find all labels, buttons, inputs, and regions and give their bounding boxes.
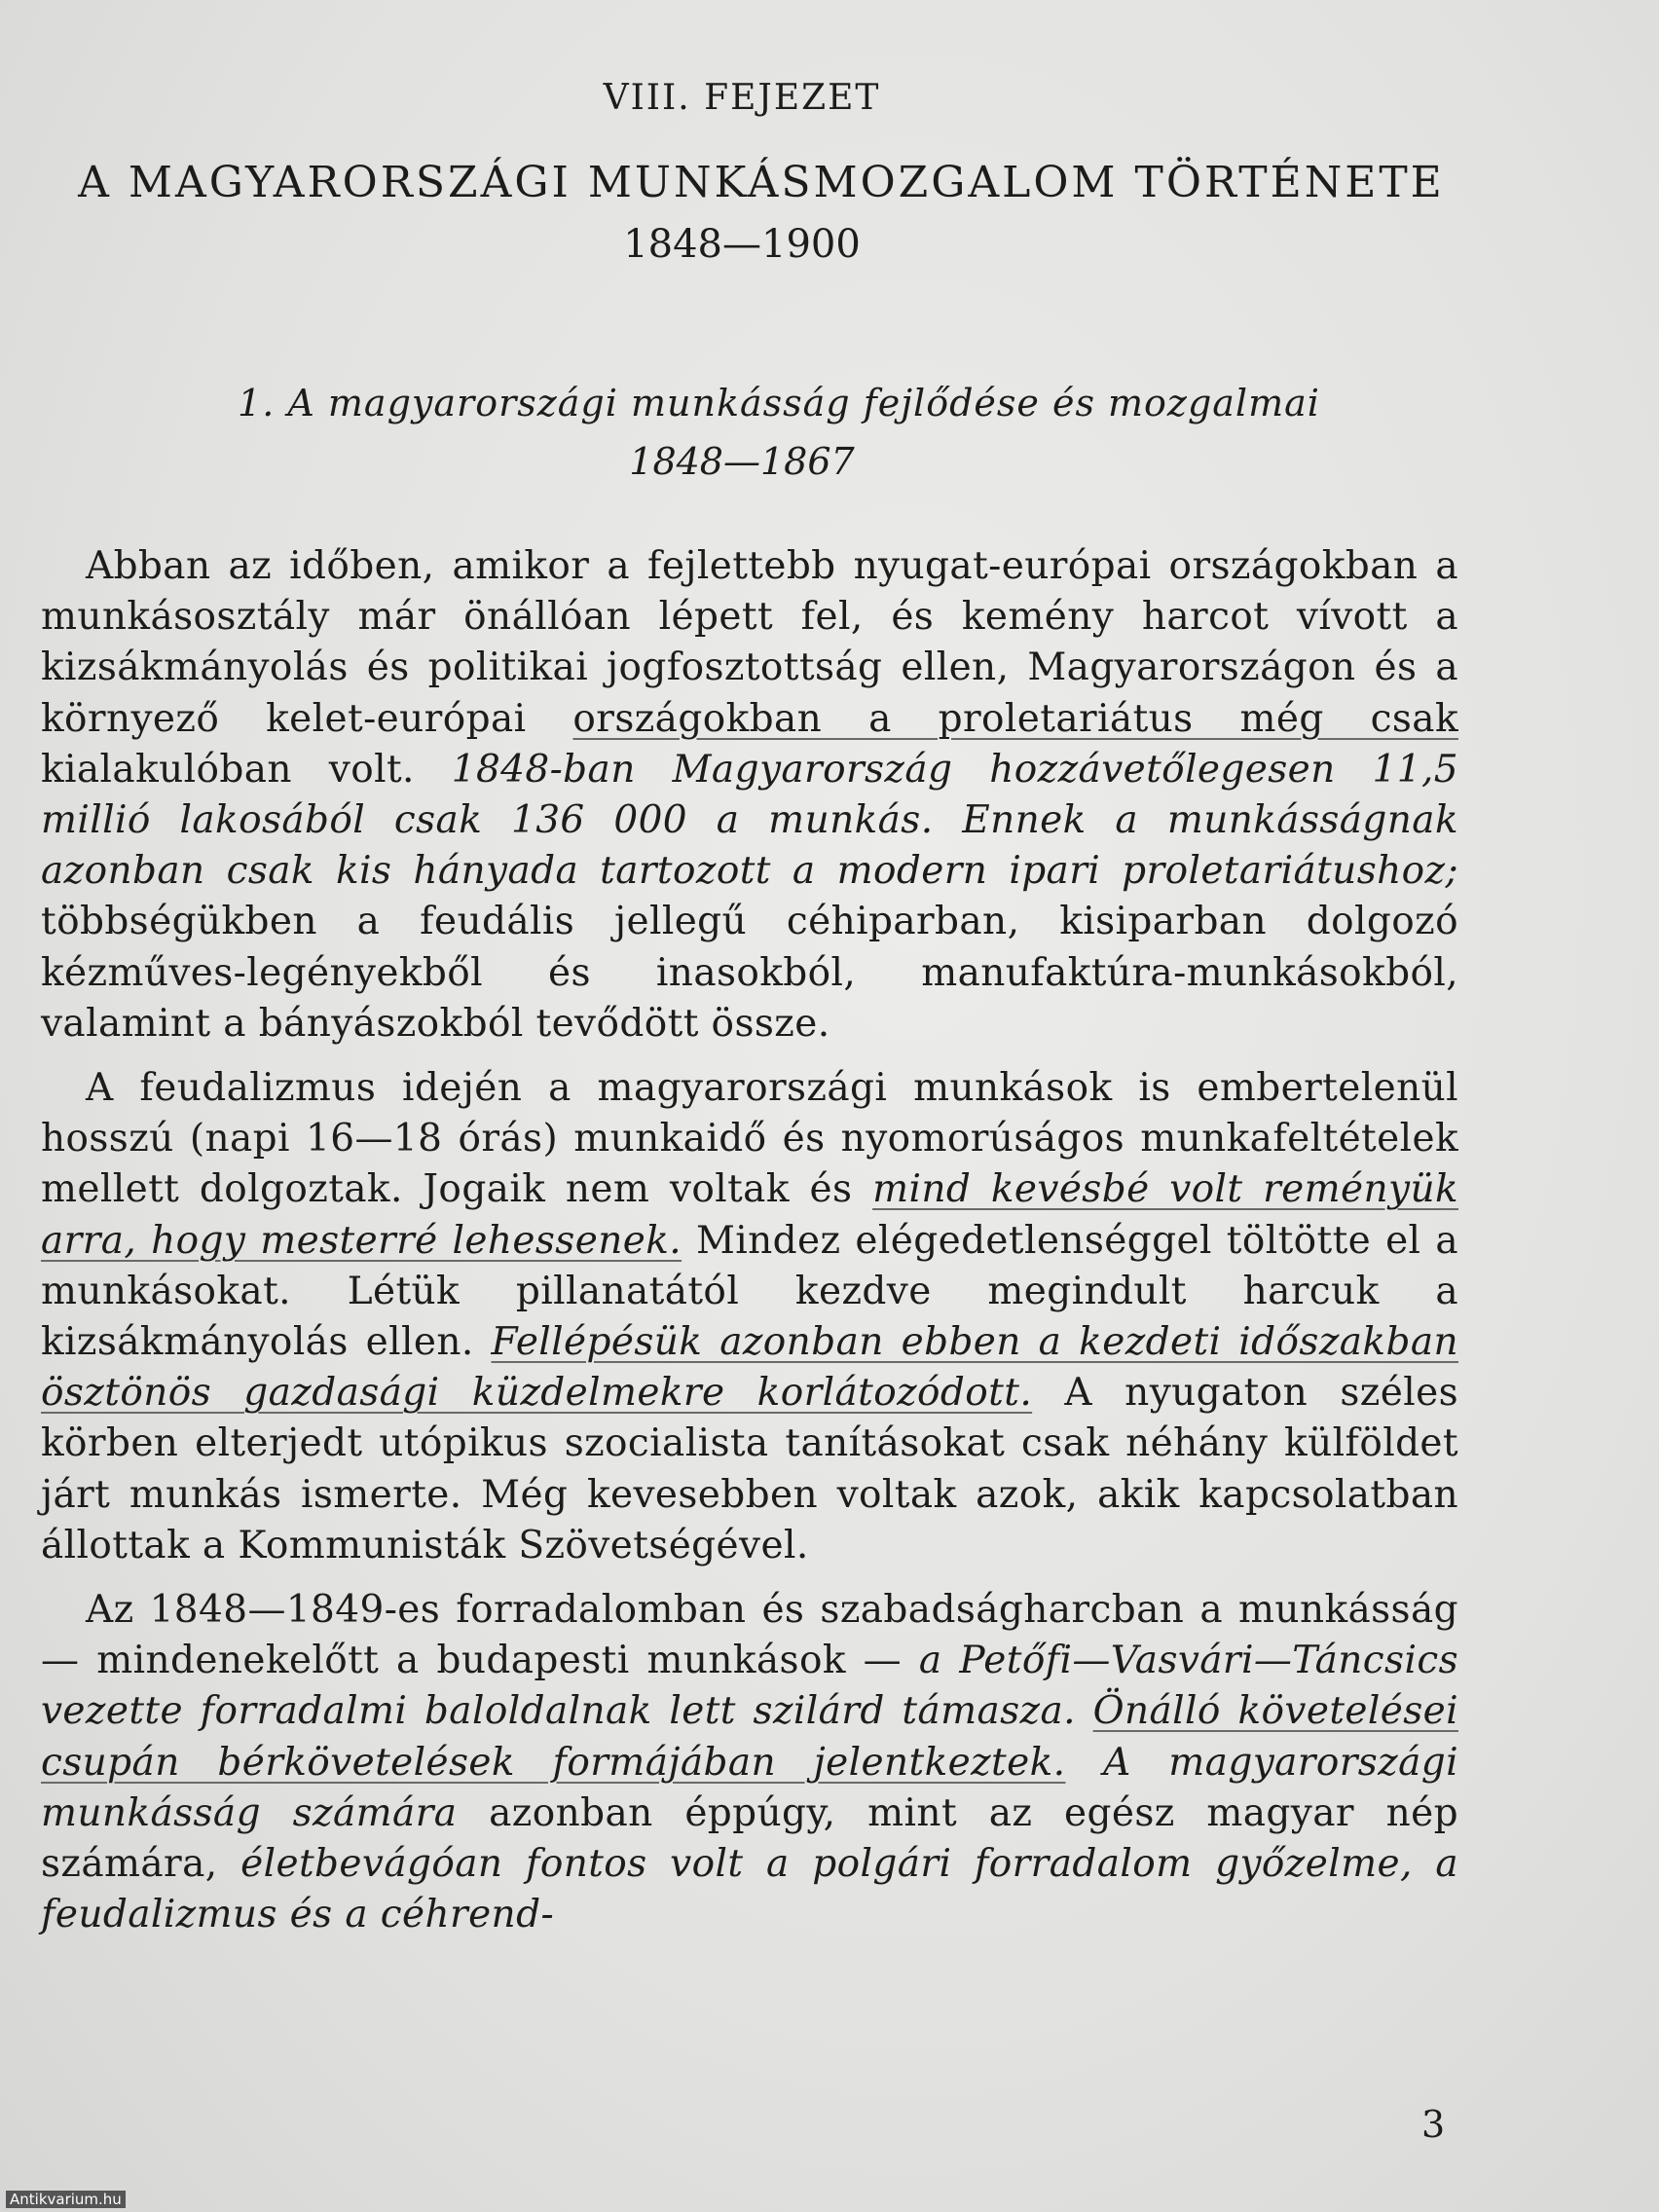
watermark: Antikvarium.hu <box>6 2191 126 2208</box>
chapter-years: 1848—1900 <box>623 222 861 267</box>
p3-text-a: Az 1848—1849-es forradalomban és szabadságharcban a munkásság — mindenekelőtt a budapesti munkások — <box>41 1588 1458 1683</box>
p1-text-e: többségükben a feudális jellegű céhiparban, kisiparban dolgozó kézműves-legényekből és inasokból, manufaktúra-munkásokból, valamint a bányászokból tevődött össze. <box>41 900 1458 1046</box>
p1-text-a: Abban az időben, amikor a fejlettebb nyugat-európai országokban a munkásosztály már önállóan lépett fel, és kemény harcot vívott a kizsákmányolás és politikai jogfosztottság ellen, Magyarországon és a környező kelet-európai <box>41 544 1458 741</box>
section-title: 1. A magyarországi munkásság fejlődése és mozgalmai <box>238 382 1320 424</box>
body-text <box>41 541 1458 1940</box>
p3-italic-2: A magyarországi munkásság számára <box>41 1740 1459 1835</box>
chapter-heading: VIII. FEJEZET <box>603 78 881 118</box>
paragraph-3 <box>41 1585 1458 1940</box>
p1-underlined: országokban a proletariátus még csak <box>572 696 1458 741</box>
p3-italic-3: életbevágóan fontos volt a polgári forradalom győzelme, a feudalizmus és a céhrend- <box>41 1842 1458 1937</box>
chapter-title: A MAGYARORSZÁGI MUNKÁSMOZGALOM TÖRTÉNETE <box>78 158 1445 207</box>
p3-italic: a Petőfi—Vasvári—Táncsics vezette forradalmi baloldalnak lett szilárd támasza. <box>41 1639 1458 1734</box>
p2-italic-underlined-2: Fellépésük azonban ebben a kezdeti időszakban ösztönös gazdasági küzdelmekre korlátozódott. <box>41 1320 1458 1416</box>
p3-text-e: azonban éppúgy, mint az egész magyar nép számára, <box>41 1790 1458 1887</box>
p2-text-e: A nyugaton széles körben elterjedt utópikus szocialista tanításokat csak néhány külföldet járt munkás ismerte. Még kevesebben voltak azok, akik kapcsolatban állottak a Kommunisták Szövetségével. <box>41 1371 1458 1567</box>
page-number: 3 <box>1421 2103 1446 2146</box>
p3-italic-underlined: Önálló követelései csupán bérkövetelések formájában jelentkeztek. <box>41 1689 1458 1785</box>
p2-italic-underlined: mind kevésbé volt reményük arra, hogy mesterré lehessenek. <box>41 1167 1459 1263</box>
paragraph-2 <box>41 1063 1458 1571</box>
p2-text-c: Mindez elégedetlenséggel töltötte el a munkásokat. Létük pillanatától kezdve megindult harcuk a kizsákmányolás ellen. <box>41 1218 1459 1365</box>
p1-italic: 1848-ban Magyarország hozzávetőlegesen 11,5 millió lakosából csak 136 000 a munkás. Ennek a munkásságnak azonban csak kis hányada tartozott a modern ipari proletariátushoz; <box>41 747 1458 894</box>
p1-text-c: kialakulóban volt. <box>41 747 452 792</box>
section-years: 1848—1867 <box>629 440 855 483</box>
paragraph-1 <box>41 541 1458 1050</box>
p2-text-a: A feudalizmus idején a magyarországi munkások is embertelenül hosszú (napi 16—18 órás) munkaidő és nyomorúságos munkafeltételek mellett dolgoztak. Jogaik nem voltak és <box>41 1066 1458 1212</box>
